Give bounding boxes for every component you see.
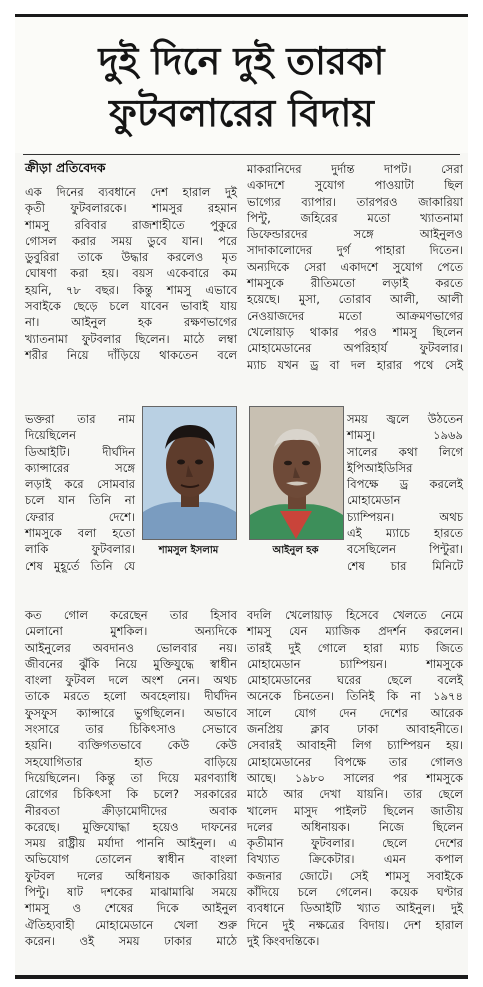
text-line: কজনার জোটে। সেই শামসু সবাইকে — [247, 868, 463, 883]
right-column-top — [247, 161, 463, 373]
text-line: বসেছিলেন পিন্টুরা। — [347, 542, 463, 557]
headline-line-1: দুই দিনে দুই তারকা — [98, 39, 385, 83]
text-line: নেওয়াজদের মতো আক্রমণভাগের — [247, 308, 463, 323]
text-line: ফেরার দেশে। — [25, 509, 135, 524]
text-line: শামসুকে রীতিমতো লড়াই করতে — [247, 276, 463, 291]
text-line: শেষ চার মিনিটে — [347, 558, 463, 573]
text-line: করেন। ওই সময় ঢাকার মাঠে — [25, 933, 237, 948]
text-line: মাঠে আর দেখা যায়নি। তার ছেলে — [247, 787, 463, 802]
text-line: কত গোল করেছেন তার হিসাব — [25, 608, 237, 622]
left-inset-text — [25, 411, 135, 574]
text-line: ঘোষণা করা হয়। বয়স একেবারে কম — [25, 266, 237, 281]
text-line: দিয়েছিলেন — [25, 428, 77, 443]
text-line: পিন্টু। ষাট দশকের মাঝামাঝি সময়ে — [25, 885, 237, 900]
text-line: খেলোয়াড় থাকার পরও শামসু ছিলেন — [247, 324, 463, 339]
text-line: আইনুলের অবদানও ভোলবার নয়। — [25, 640, 237, 655]
text-line: শামসু। ১৯৬৯ — [347, 428, 463, 443]
text-line: মেলানো মুশকিল। অন্যদিকে — [25, 624, 237, 639]
text-line: ভাগ্যের ব্যাপার। তারপরও জাকারিয়া — [247, 194, 463, 209]
text-line: হয়নি। ব্যক্তিগতভাবে কেউ কেউ — [25, 738, 237, 753]
text-line: পিন্টু, জহিরের মতো খ্যাতনামা — [247, 210, 463, 225]
headline-block — [15, 17, 468, 153]
left-column-top — [25, 184, 237, 363]
caption-photo-1: শামসুল ইসলাম — [158, 545, 219, 556]
text-line: এই ম্যাচে হারতে — [347, 526, 463, 541]
text-line: সালে যোগ দেন দেশের আরেক — [247, 705, 463, 720]
text-line: ফুসফুস ক্যান্সারে ভুগছিলেন। অভাবে — [25, 705, 237, 720]
text-line: মোহামেডানের অপরিহার্য ফুটবলার। — [247, 341, 463, 356]
text-line: ডিফেন্ডারদের সঙ্গে আইনুলও — [247, 227, 463, 242]
text-line: তাকে মরতে হলো অবহেলায়। দীর্ঘদিন — [25, 689, 237, 704]
text-line: বদলি খেলোয়াড় হিসেবে খেলতে নেমে — [247, 608, 463, 622]
text-line: সাদাকালোদের দুর্গ পাহারা দিতেন। — [247, 243, 463, 258]
headline-line-2: ফুটবলারের বিদায় — [109, 91, 374, 135]
text-line: জীবনের ঝুঁকি নিয়ে মুক্তিযুদ্ধে স্বাধীন — [25, 656, 237, 671]
text-line: আছে। ১৯৮০ সালের পর শামসুকে — [247, 770, 463, 785]
text-line: সহযোগিতার হাত বাড়িয়ে — [25, 754, 237, 769]
text-line: ব্যবধানে ডিআইটি খ্যাত আইনুল। দুই — [247, 901, 463, 916]
text-line: গোসল করার সময় ডুবে যান। পরে — [25, 233, 237, 248]
right-inset-text — [347, 411, 463, 574]
left-column-bottom — [25, 607, 237, 949]
text-line: ফুটবল দলের অধিনায়ক জাকারিয়া — [25, 868, 237, 883]
portrait-image-2 — [250, 407, 343, 539]
text-line: কৃতীমান ফুটবলার। ছেলে দেশের — [247, 836, 463, 851]
text-line: অনেকে চিনতেন। তিনিই কি না ১৯৭৪ — [247, 689, 463, 704]
caption-photo-2: আইনুল হক — [272, 545, 319, 556]
text-line: ম্যাচ যখন ড্র বা দল হারার পথে সেই — [247, 357, 463, 372]
text-line: চলে যান তিনি না — [25, 493, 135, 508]
text-line: কাঁদিয়ে চলে গেলেন। কয়েক ঘণ্টার — [247, 885, 463, 900]
text-line: শামসুকে বলা হতো — [25, 526, 135, 541]
text-line: ভক্তরা তার নাম — [25, 412, 135, 426]
text-line: সময় রাষ্ট্রীয় মর্যাদা পাননি আইনুল। এ — [25, 836, 237, 851]
text-line: সংসারে তার চিকিৎসাও সেভাবে — [25, 722, 237, 737]
text-line: দুই কিংবদন্তিকে। — [247, 933, 320, 948]
text-line: মোহামেডান চ্যাম্পিয়ন। শামসুকে — [247, 656, 463, 671]
text-line: হয়নি, ৭৮ বছর। কিন্তু শামসু এভাবে — [25, 282, 237, 297]
text-line: মোহামেডানের ঘরের ছেলে বলেই — [247, 673, 463, 688]
text-line: ক্যান্সারের সঙ্গে — [25, 460, 135, 475]
text-line: শরীর নিয়ে দাঁড়িয়ে থাকতেন বলে — [25, 347, 237, 362]
text-line: ডুবুরিরা তাকে উদ্ধার করলেও মৃত — [25, 250, 237, 265]
text-line: বাংলা ফুটবল দলে অংশ নেন। অথচ — [25, 673, 237, 688]
text-line: তারই দুই গোলে হারা ম্যাচ জিতে — [247, 640, 463, 655]
portrait-photo-shamsul — [142, 406, 237, 540]
text-line: সবাইকে ছেড়ে চলে যাবেন ভাবাই যায় — [25, 299, 237, 314]
portrait-photo-ainul — [249, 406, 344, 540]
text-line: ইপিআইডিসির — [347, 460, 413, 475]
text-line: ঐতিহ্যবাহী মোহামেডানে খেলা শুরু — [25, 917, 237, 932]
text-line: খ্যাতনামা ফুটবলার ছিলেন। মাঠে লম্বা — [25, 331, 237, 346]
text-line: জনপ্রিয় ক্লাব ঢাকা আবাহনীতে। — [247, 722, 463, 737]
text-line: বিখ্যাত ক্রিকেটার। এমন কপাল — [247, 852, 463, 867]
text-line: ডিআইটি। দীর্ঘদিন — [25, 444, 135, 459]
text-line: এক দিনের ব্যবধানে দেশ হারাল দুই — [25, 185, 237, 199]
text-line: করেছে। মুক্তিযোদ্ধা হয়েও দাফনের — [25, 819, 237, 834]
text-line: কৃতী ফুটবলারকে। শামসুর রহমান — [25, 201, 237, 216]
text-line: রোগের চিকিৎসা কি চলে? সরকারের — [25, 787, 237, 802]
text-line: হয়েছে। মুসা, তোরাব আলী, আলী — [247, 292, 463, 307]
newspaper-clipping — [15, 14, 468, 979]
text-line: মোহামেডান — [347, 493, 401, 508]
text-line: দিনে দুই নক্ষত্রের বিদায়। দেশ হারাল — [247, 917, 463, 932]
text-line: শামসু ও শেষের দিকে আইনুল — [25, 901, 237, 916]
right-column-bottom — [247, 607, 463, 949]
text-line: একাদশে সুযোগ পাওয়াটা ছিল — [247, 178, 463, 193]
text-line: অভিযোগ তোলেন স্বাধীন বাংলা — [25, 852, 237, 867]
text-line: দলের অধিনায়ক। নিজে ছিলেন — [247, 819, 463, 834]
headline-rule — [23, 154, 460, 155]
text-line: খালেদ মাসুদ পাইলট ছিলেন জাতীয় — [247, 803, 463, 818]
text-line: সময় জ্বলে উঠতেন — [347, 412, 463, 426]
text-line: দিয়েছিলেন। কিন্তু তা দিয়ে মরণব্যাধি — [25, 770, 237, 785]
text-line: সেবারই আবাহনী লিগ চ্যাম্পিয়ন হয়। — [247, 738, 463, 753]
text-line: নীরবতা ক্রীড়ামোদীদের অবাক — [25, 803, 237, 818]
text-line: শামসু রবিবার রাজশাহীতে পুকুরে — [25, 217, 237, 232]
text-line: লাকি ফুটবলার। — [25, 542, 135, 557]
portrait-image-1 — [143, 407, 236, 539]
text-line: না। আইনুল হক রক্ষণভাগের — [25, 315, 237, 330]
text-line: লড়াই করে সোমবার — [25, 477, 135, 492]
text-line: অন্যদিকে সেরা একাদশে সুযোগ পেতে — [247, 259, 463, 274]
text-line: বিপক্ষে ড্র করলেই — [347, 477, 463, 492]
text-line: সালের কথা লিগে — [347, 444, 463, 459]
text-line: শামসু যেন ম্যাজিক প্রদর্শন করলেন। — [247, 624, 463, 639]
text-line: মাকরানিদের দুর্দান্ত দাপট। সেরা — [247, 162, 463, 176]
byline: ক্রীড়া প্রতিবেদক — [25, 160, 106, 175]
text-line: শেষ মুহূর্তে তিনি যে — [25, 558, 135, 573]
text-line: মোহামেডানের বিপক্ষে তার গোলও — [247, 754, 463, 769]
text-line: চ্যাম্পিয়ন। অথচ — [347, 509, 463, 524]
